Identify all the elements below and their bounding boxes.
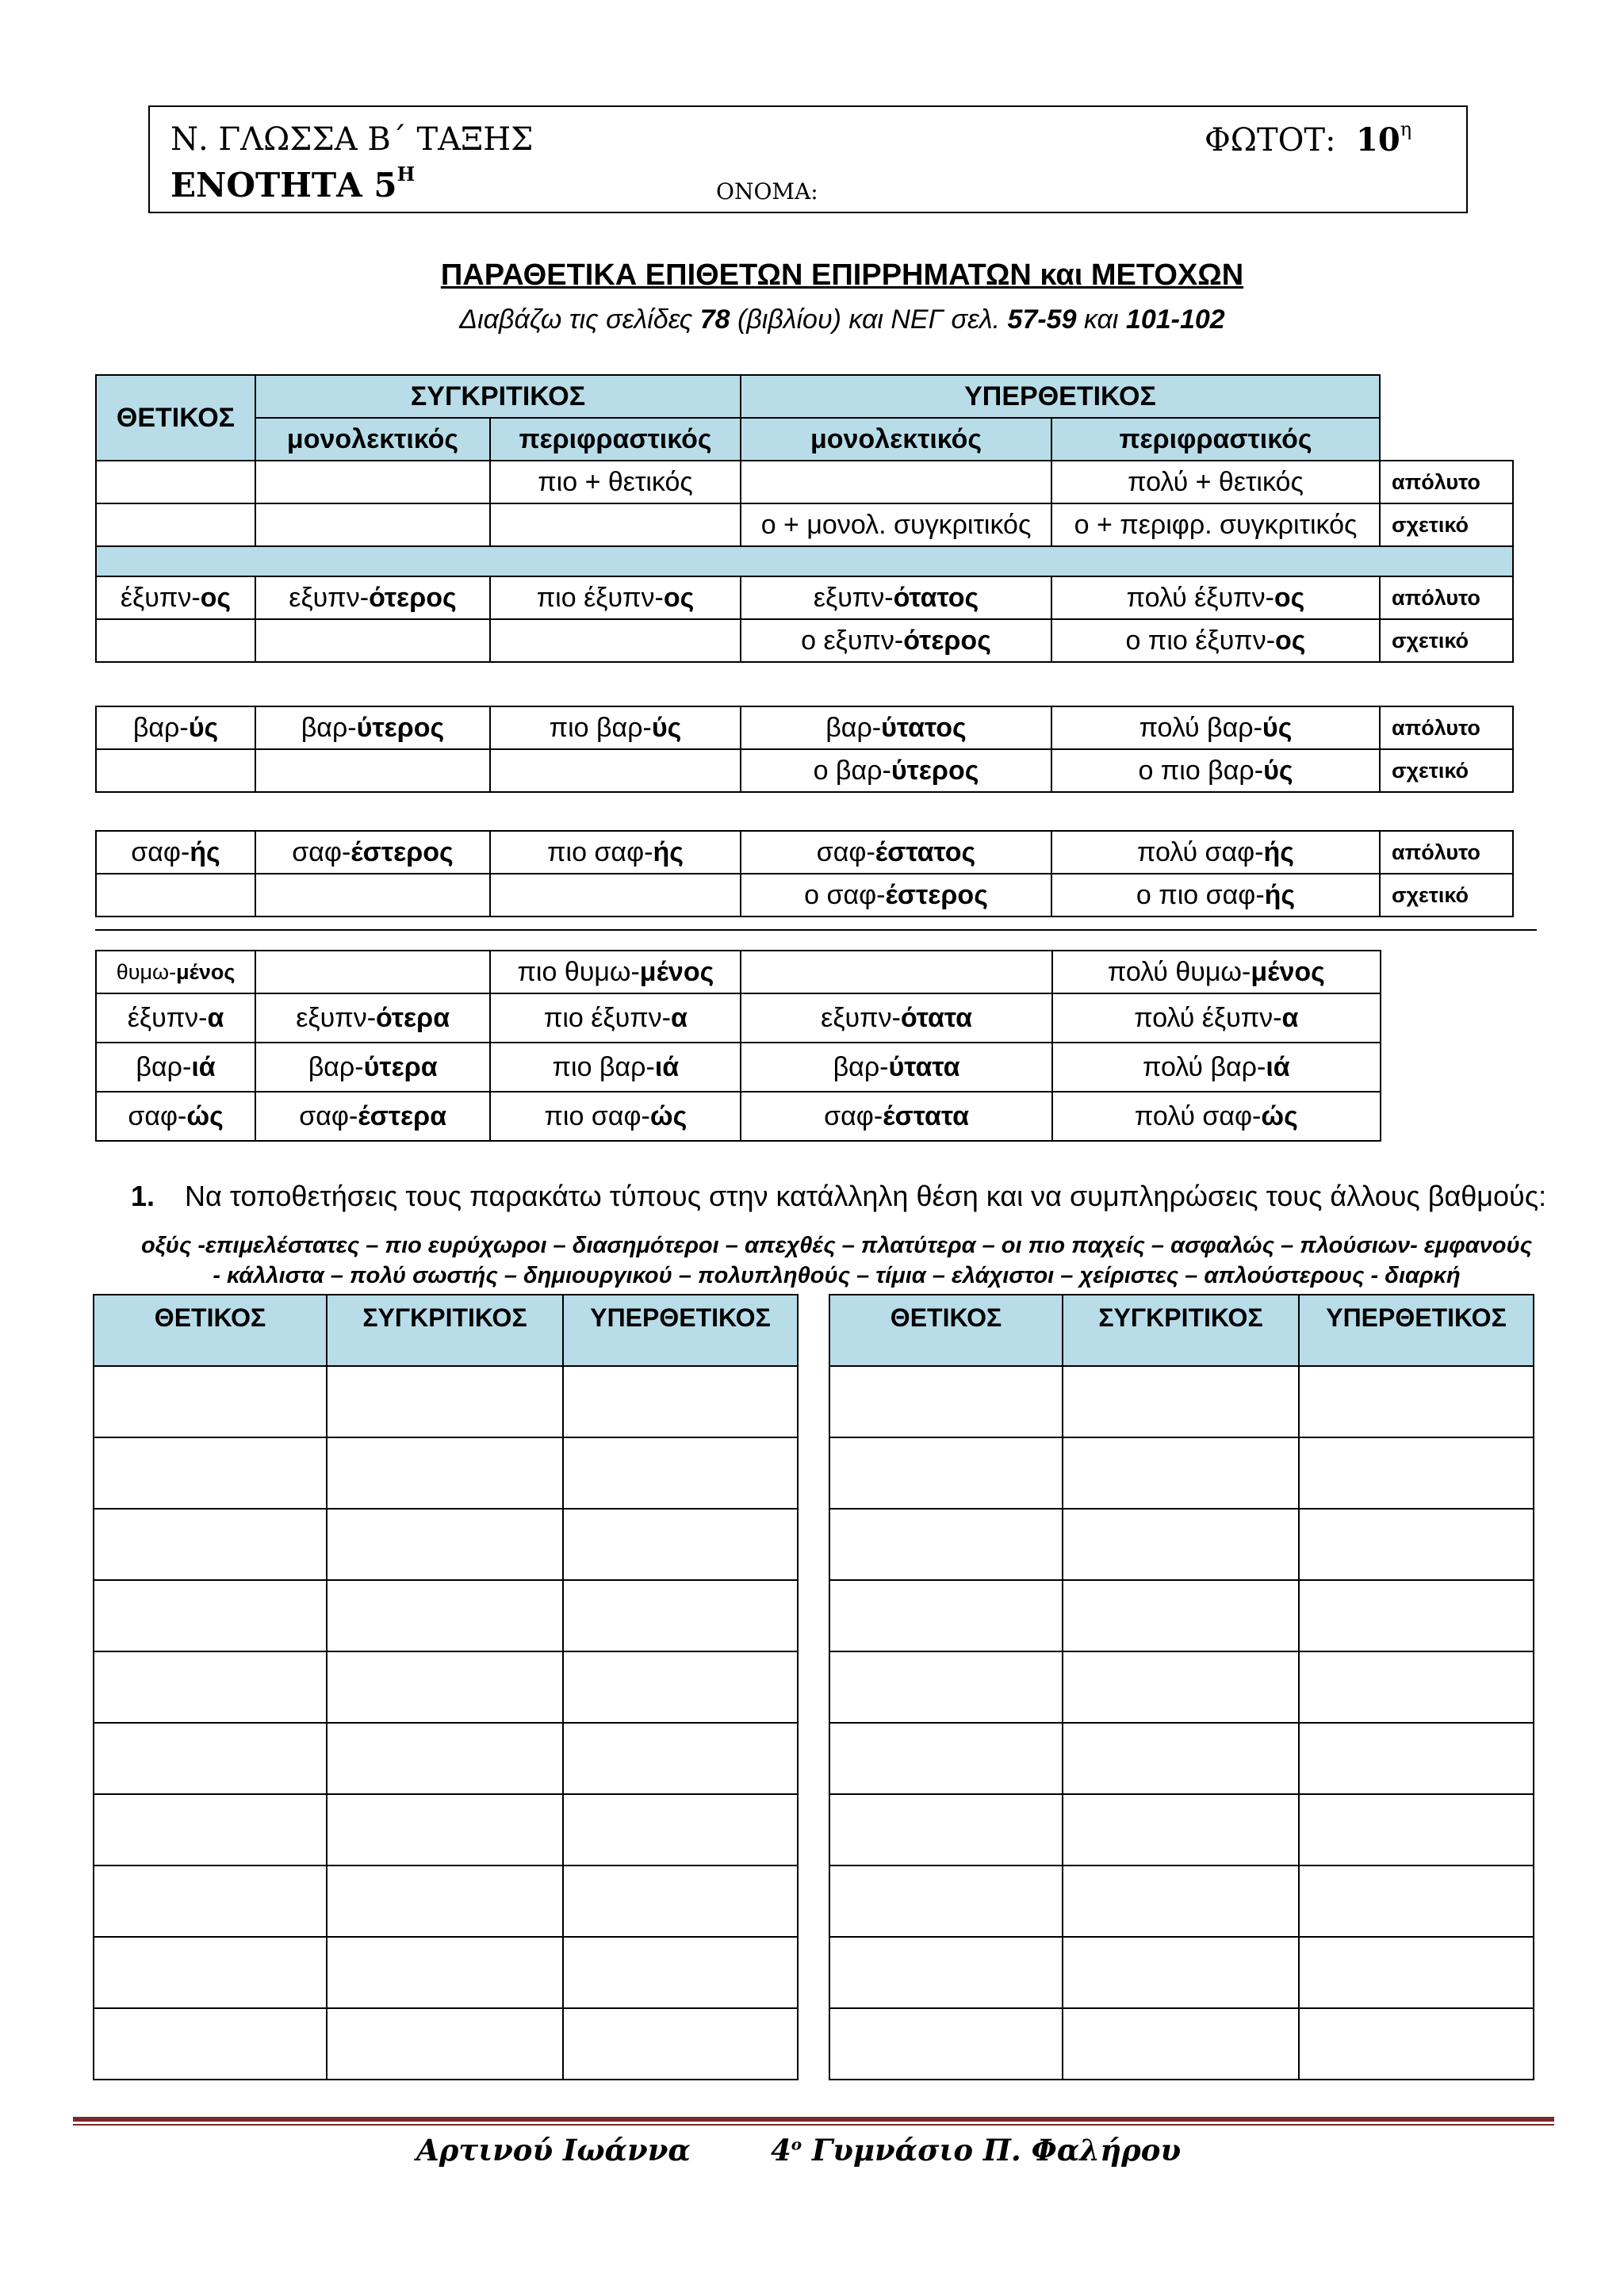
rule-sup-abs-peri: πολύ + θετικός [1051,461,1380,503]
answer-cell[interactable] [829,1437,1063,1509]
answer-cell[interactable] [1063,1723,1299,1794]
answer-cell[interactable] [563,2008,798,2080]
answer-cell[interactable] [1063,1366,1299,1437]
answer-cell[interactable] [1299,1651,1534,1723]
adj-sup-rel-peri: ο πιο σαφ-ής [1051,874,1380,916]
answer-cell[interactable] [94,1866,327,1937]
answer-row [94,2008,798,2080]
name-field-label: ΟΝΟΜΑ: [716,178,818,205]
col-sup-mono: μονολεκτικός [741,418,1051,461]
adv-comp-peri: πιο θυμω-μένος [490,951,741,993]
answer-cell[interactable] [563,1866,798,1937]
table-cell [490,503,741,546]
table-cell [255,619,490,662]
answer-cell[interactable] [94,1580,327,1651]
adv-comp-peri: πιο βαρ-ιά [490,1043,741,1092]
adj-sup-abs-mono: εξυπν-ότατος [741,576,1051,619]
answer-cell[interactable] [1299,1366,1534,1437]
adv-pos: βαρ-ιά [96,1043,255,1092]
adj-pos: σαφ-ής [96,831,255,874]
unit-label: ΕΝΟΤΗΤΑ $5^H$ [170,163,416,205]
answer-row [94,1723,798,1794]
adj-sup-abs-peri: πολύ βαρ-ύς [1051,706,1380,749]
answer-cell[interactable] [94,1937,327,2008]
answer-row [829,1437,1534,1509]
side-relative: σχετικό [1380,619,1513,662]
answer-cell[interactable] [1063,1437,1299,1509]
answer-cell[interactable] [563,1937,798,2008]
adj-comp-mono: σαφ-έστερος [255,831,490,874]
grammar-table-rules [95,374,1514,663]
col-superlative: ΥΠΕΡΘΕΤΙΚΟΣ [1299,1295,1534,1366]
col-superlative: ΥΠΕΡΘΕΤΙΚΟΣ [741,375,1380,418]
adv-sup-mono [741,951,1051,993]
side-absolute: απόλυτο [1380,706,1513,749]
adv-comp-peri: πιο σαφ-ώς [490,1092,741,1141]
grammar-table-barys [95,706,1514,793]
answer-cell[interactable] [327,2008,563,2080]
adv-comp-mono: εξυπν-ότερα [255,993,490,1043]
table-cell [741,461,1051,503]
adv-pos: θυμω-μένος [96,951,255,993]
table-cell [490,874,741,916]
table-cell [490,619,741,662]
exercise-table-right [829,1294,1534,2080]
answer-cell[interactable] [94,1366,327,1437]
answer-cell[interactable] [327,1509,563,1580]
table-cell [1380,375,1513,418]
adj-comp-peri: πιο βαρ-ύς [490,706,741,749]
answer-cell[interactable] [327,1937,563,2008]
answer-cell[interactable] [94,1794,327,1866]
answer-cell[interactable] [94,2008,327,2080]
answer-cell[interactable] [327,1366,563,1437]
answer-cell[interactable] [563,1509,798,1580]
answer-cell[interactable] [327,1866,563,1937]
adv-sup-peri: πολύ σαφ-ώς [1052,1092,1381,1141]
col-comparative: ΣΥΓΚΡΙΤΙΚΟΣ [1063,1295,1299,1366]
adj-sup-abs-mono: σαφ-έστατος [741,831,1051,874]
answer-cell[interactable] [829,1723,1063,1794]
side-absolute: απόλυτο [1380,461,1513,503]
col-positive: ΘΕΤΙΚΟΣ [96,375,255,461]
answer-cell[interactable] [94,1723,327,1794]
adv-sup-peri: πολύ βαρ-ιά [1052,1043,1381,1092]
answer-cell[interactable] [563,1366,798,1437]
table-cell [255,503,490,546]
answer-cell[interactable] [829,1580,1063,1651]
answer-cell[interactable] [563,1651,798,1723]
answer-cell[interactable] [1063,1794,1299,1866]
subject-label: Ν. ΓΛΩΣΣΑ Β΄ ΤΑΞΗΣ [170,121,534,158]
adj-comp-peri: πιο έξυπν-ος [490,576,741,619]
page-subtitle: Διαβάζω τις σελίδες 78 (βιβλίου) και ΝΕΓ σελ. 57-59 και 101-102 [459,304,1225,335]
adj-sup-abs-peri: πολύ έξυπν-ος [1051,576,1380,619]
adj-sup-abs-mono: βαρ-ύτατος [741,706,1051,749]
answer-cell[interactable] [563,1580,798,1651]
grammar-table-adverbs [95,950,1381,1142]
adv-comp-mono: σαφ-έστερα [255,1092,490,1141]
answer-row [829,1794,1534,1866]
answer-cell[interactable] [829,1794,1063,1866]
sheet-number: ΦΩΤΟΤ: $10^\eta$ [1205,118,1412,159]
side-relative: σχετικό [1380,874,1513,916]
answer-cell[interactable] [1063,1651,1299,1723]
adj-sup-rel-mono: ο σαφ-έστερος [741,874,1051,916]
table-cell [490,749,741,792]
adv-sup-mono: εξυπν-ότατα [741,993,1051,1043]
col-comparative: ΣΥΓΚΡΙΤΙΚΟΣ [327,1295,563,1366]
answer-row [829,1723,1534,1794]
adv-sup-peri: πολύ έξυπν-α [1052,993,1381,1043]
adj-pos: βαρ-ύς [96,706,255,749]
adv-pos: έξυπν-α [96,993,255,1043]
footer-school: $4^o$ Γυμνάσιο Π. Φαλήρου [771,2133,1182,2168]
answer-cell[interactable] [94,1651,327,1723]
answer-cell[interactable] [563,1723,798,1794]
table-cell [96,874,255,916]
adj-sup-rel-peri: ο πιο έξυπν-ος [1051,619,1380,662]
answer-cell[interactable] [829,1866,1063,1937]
adj-comp-mono: βαρ-ύτερος [255,706,490,749]
adj-sup-rel-mono: ο βαρ-ύτερος [741,749,1051,792]
rule-comp-peri: πιο + θετικός [490,461,741,503]
adv-pos: σαφ-ώς [96,1092,255,1141]
answer-cell[interactable] [1299,2008,1534,2080]
rule-sup-rel-peri: ο + περιφρ. συγκριτικός [1051,503,1380,546]
answer-cell[interactable] [563,1437,798,1509]
answer-cell[interactable] [327,1580,563,1651]
adj-sup-rel-peri: ο πιο βαρ-ύς [1051,749,1380,792]
answer-row [829,1866,1534,1937]
answer-row [94,1937,798,2008]
answer-cell[interactable] [327,1437,563,1509]
table-cell [255,874,490,916]
answer-cell[interactable] [1299,1437,1534,1509]
footer-rule-thin [73,2124,1554,2126]
adv-sup-peri: πολύ θυμω-μένος [1052,951,1381,993]
adv-sup-mono: σαφ-έστατα [741,1092,1051,1141]
answer-row [829,1937,1534,2008]
answer-row [829,2008,1534,2080]
exercise-word-list: οξύς -επιμελέστατες – πιο ευρύχωροι – διασημότεροι – απεχθές – πλατύτερα – οι πιο παχείς – ασφαλώς – πλούσιων- εμφανούς - κάλλιστα – πολύ σωστής – δημιουργικού – πολυπληθούς – τίμια – ελάχιστοι – χείριστες – απλούστερους - διαρκή [140,1233,1533,1288]
answer-cell[interactable] [1063,2008,1299,2080]
answer-row [94,1366,798,1437]
adj-comp-mono: εξυπν-ότερος [255,576,490,619]
table-cell [96,461,255,503]
answer-cell[interactable] [327,1651,563,1723]
footer-author: Αρτινού Ιωάννα [416,2133,691,2168]
adv-comp-mono: βαρ-ύτερα [255,1043,490,1092]
answer-cell[interactable] [1299,1723,1534,1794]
footer-rule [73,2117,1554,2122]
answer-cell[interactable] [1299,1794,1534,1866]
answer-row [94,1651,798,1723]
answer-row [829,1366,1534,1437]
adv-comp-peri: πιο έξυπν-α [490,993,741,1043]
page-title: ΠΑΡΑΘΕΤΙΚΑ ΕΠΙΘΕΤΩΝ ΕΠΙΡΡΗΜΑΤΩΝ και ΜΕΤΟΧΩΝ [440,258,1244,292]
answer-cell[interactable] [1063,1580,1299,1651]
answer-cell[interactable] [1299,1509,1534,1580]
col-sup-peri: περιφραστικός [1051,418,1380,461]
table-cell [96,503,255,546]
col-positive: ΘΕΤΙΚΟΣ [94,1295,327,1366]
answer-cell[interactable] [829,1937,1063,2008]
table-cell [96,619,255,662]
answer-row [829,1509,1534,1580]
answer-row [94,1794,798,1866]
answer-cell[interactable] [1063,1937,1299,2008]
adv-sup-mono: βαρ-ύτατα [741,1043,1051,1092]
adv-comp-mono [255,951,490,993]
answer-cell[interactable] [1299,1937,1534,2008]
col-positive: ΘΕΤΙΚΟΣ [829,1295,1063,1366]
answer-row [94,1509,798,1580]
answer-row [829,1651,1534,1723]
answer-cell[interactable] [1299,1580,1534,1651]
answer-cell[interactable] [94,1437,327,1509]
answer-cell[interactable] [327,1794,563,1866]
side-absolute: απόλυτο [1380,831,1513,874]
adj-comp-peri: πιο σαφ-ής [490,831,741,874]
col-comparative: ΣΥΓΚΡΙΤΙΚΟΣ [255,375,741,418]
col-comp-peri: περιφραστικός [490,418,741,461]
answer-cell[interactable] [829,1509,1063,1580]
side-relative: σχετικό [1380,749,1513,792]
answer-row [829,1580,1534,1651]
col-comp-mono: μονολεκτικός [255,418,490,461]
side-absolute: απόλυτο [1380,576,1513,619]
table-cell [255,461,490,503]
table-cell [255,749,490,792]
side-relative: σχετικό [1380,503,1513,546]
answer-cell[interactable] [1063,1866,1299,1937]
answer-cell[interactable] [829,2008,1063,2080]
exercise-instruction: 1. Να τοποθετήσεις τους παρακάτω τύπους στην κατάλληλη θέση και να συμπληρώσεις τους άλλους βαθμούς: [131,1180,1547,1212]
exercise-table-left [93,1294,799,2080]
answer-cell[interactable] [829,1366,1063,1437]
answer-row [94,1866,798,1937]
answer-cell[interactable] [829,1651,1063,1723]
rule-sup-rel-mono: ο + μονολ. συγκριτικός [741,503,1051,546]
answer-cell[interactable] [327,1723,563,1794]
separator-row [96,546,1513,576]
divider [95,929,1537,931]
grammar-table-safis [95,830,1514,917]
table-cell [96,749,255,792]
answer-cell[interactable] [563,1794,798,1866]
answer-cell[interactable] [94,1509,327,1580]
answer-cell[interactable] [1299,1866,1534,1937]
adj-sup-abs-peri: πολύ σαφ-ής [1051,831,1380,874]
table-cell [1380,418,1513,461]
adj-pos: έξυπν-ος [96,576,255,619]
header-box [148,105,1468,213]
adj-sup-rel-mono: ο εξυπν-ότερος [741,619,1051,662]
col-superlative: ΥΠΕΡΘΕΤΙΚΟΣ [563,1295,798,1366]
answer-row [94,1580,798,1651]
answer-cell[interactable] [1063,1509,1299,1580]
answer-row [94,1437,798,1509]
